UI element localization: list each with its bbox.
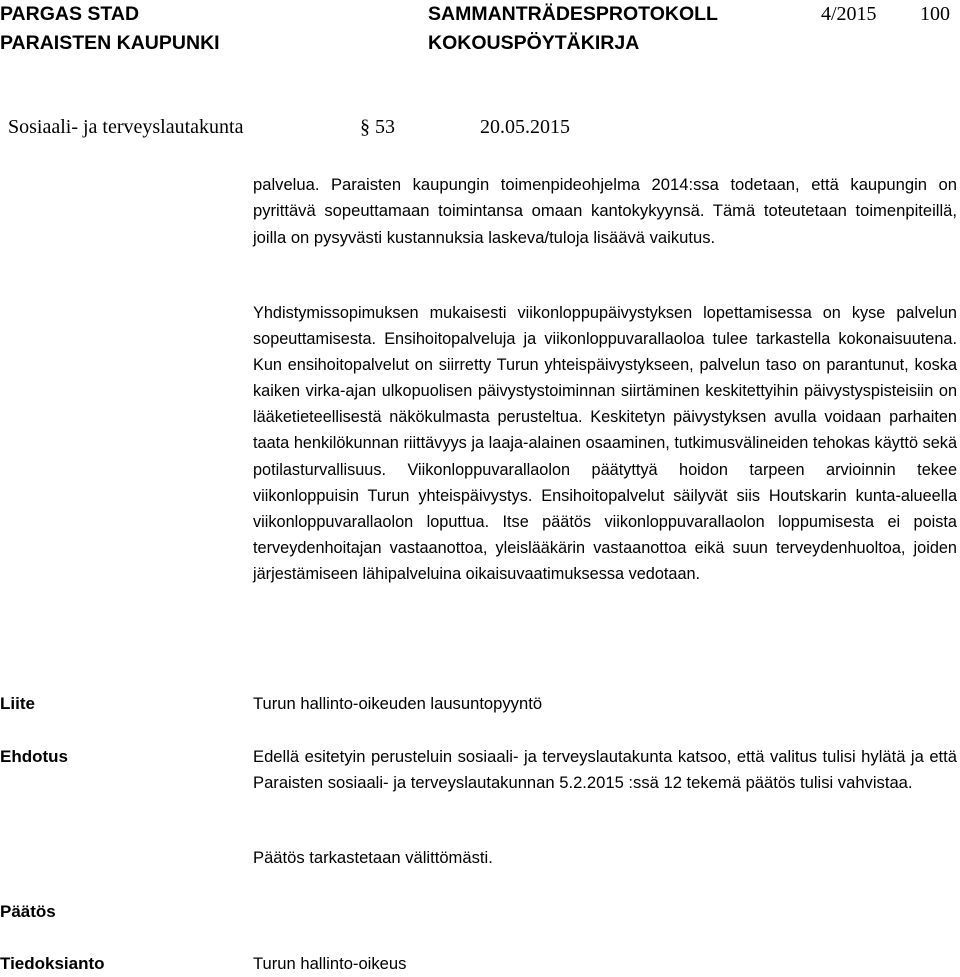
ehdotus-text: Edellä esitetyin perusteluin sosiaali- ja terveyslautakunta katsoo, että valitus tulisi hylätä ja että Paraisten sosiaali- ja terveyslautakunnan 5.2.2015 :ssä 12 tekemä päätös tulisi vahvistaa. — [253, 747, 957, 793]
section-number: § 53 — [360, 116, 395, 138]
protocol-issue: 4/2015 — [821, 3, 877, 25]
paatos-label: Päätös — [0, 902, 56, 921]
liite-label: Liite — [0, 694, 35, 713]
ehdotus-note: Päätös tarkastetaan välittömästi. — [253, 848, 493, 867]
org-name-swedish: PARGAS STAD — [0, 3, 140, 25]
tiedoksianto-text: Turun hallinto-oikeus — [253, 954, 407, 973]
meeting-body: Sosiaali- ja terveyslautakunta — [8, 116, 244, 138]
tiedoksianto-label: Tiedoksianto — [0, 954, 105, 973]
doc-type-finnish: KOKOUSPÖYTÄKIRJA — [428, 32, 640, 54]
body-paragraph: palvelua. Paraisten kaupungin toimenpideohjelma 2014:ssa todetaan, että kaupungin on pyrittävä sopeuttamaan toimintansa omaan kantokykyynsä. Tämä toteutetaan toimenpiteillä, joilla on pysyvästi kustannuksia laskeva/tuloja lisäävä vaikutus. — [253, 175, 957, 247]
liite-text: Turun hallinto-oikeuden lausuntopyyntö — [253, 694, 543, 713]
body-paragraph: Yhdistymissopimuksen mukaisesti viikonloppupäivystyksen lopettamisessa on kyse palvelun sopeuttamisesta. Ensihoitopalveluja ja viikonloppuvarallaoloa tulee tarkastella kokonaisuutena. Kun ensihoitopalvelut on siirretty Turun yhteispäivystykseen, palvelun taso on parantunut, koska kaiken virka-ajan ulkopuolisen päivystystoiminnan siirtäminen keskitettyihin päivystyspisteisiin on lääketieteellisestä näkökulmasta perusteltua. Keskitetyn päivystyksen avulla voidaan parhaiten taata henkilökunnan riittävyys ja laaja-alainen osaaminen, tutkimusvälineiden tehokas käyttö sekä potilasturvallisuus. Viikonloppuvarallaolon päätyttyä hoidon tarpeen arvioinnin tekee viikonloppuisin Turun yhteispäivystys. Ensihoitopalvelut säilyvät siis Houtskarin kunta-alueella viikonloppuvarallaolon loputtua. Itse päätös viikonloppuvarallaolon loppumisesta ei poista terveydenhoitajan vastaanottoa, yleislääkärin vastaanottoa eikä suun terveydenhuoltoa, joiden järjestämiseen lähipalveluina oikaisuvaatimuksessa vedotaan. — [253, 304, 957, 583]
meeting-date: 20.05.2015 — [480, 116, 570, 138]
page-number: 100 — [920, 3, 950, 25]
ehdotus-label: Ehdotus — [0, 747, 68, 766]
doc-type-swedish: SAMMANTRÄDESPROTOKOLL — [428, 3, 718, 25]
org-name-finnish: PARAISTEN KAUPUNKI — [0, 32, 220, 54]
